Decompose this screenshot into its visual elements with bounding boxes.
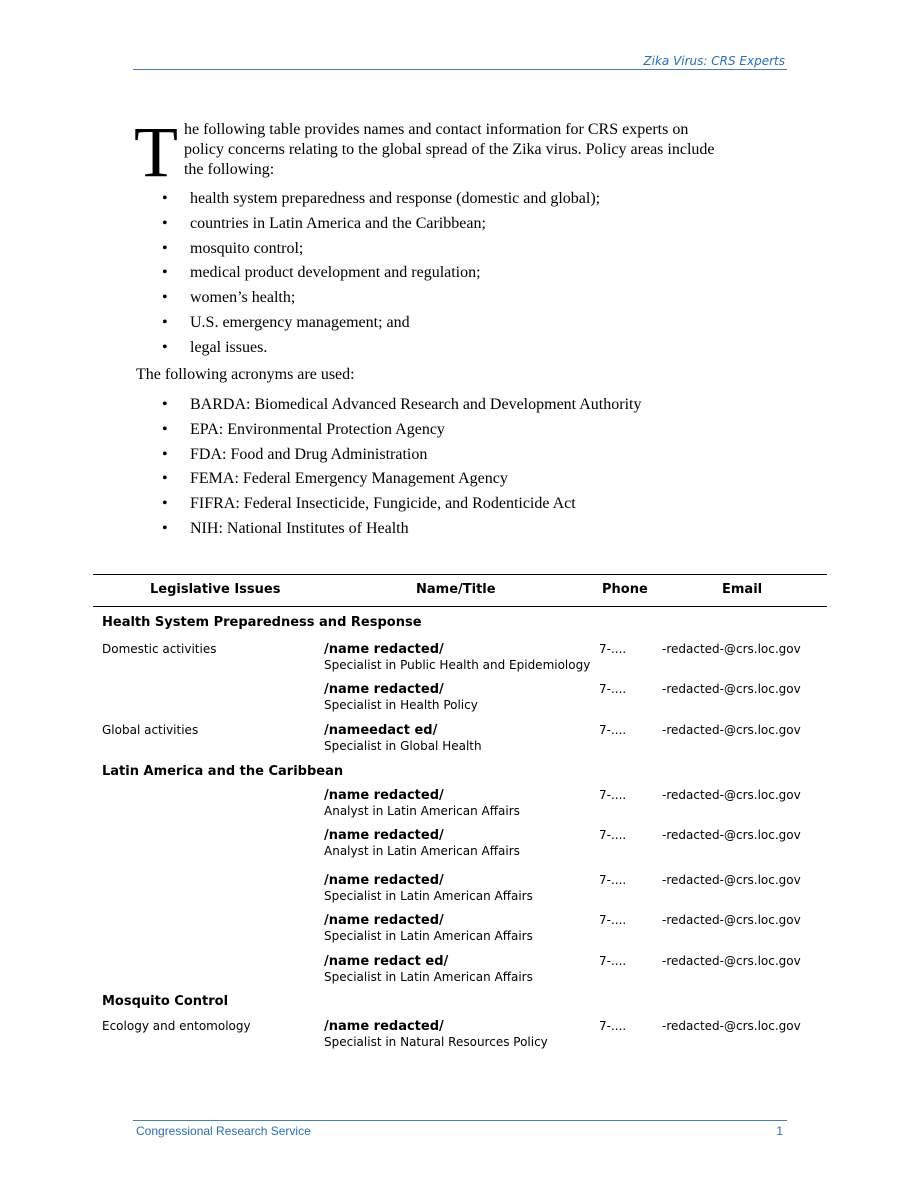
expert-name: /name redacted/ — [324, 642, 444, 657]
dropcap: T — [134, 112, 178, 192]
phone-cell: 7-.... — [599, 954, 627, 968]
header-title: Zika Virus: CRS Experts — [643, 54, 785, 68]
email-cell[interactable]: -redacted-@crs.loc.gov — [662, 1019, 801, 1033]
email-cell[interactable]: -redacted-@crs.loc.gov — [662, 828, 801, 842]
section-latam: Latin America and the Caribbean — [102, 764, 344, 779]
list-item: • medical product development and regulation; — [162, 264, 481, 282]
list-item: • EPA: Environmental Protection Agency — [162, 420, 445, 438]
phone-cell: 7-.... — [599, 788, 627, 802]
email-cell[interactable]: -redacted-@crs.loc.gov — [662, 682, 801, 696]
page-number: 1 — [776, 1124, 783, 1138]
table-header — [93, 574, 827, 607]
header-phone: Phone — [602, 582, 648, 597]
expert-title: Specialist in Latin American Affairs — [324, 970, 533, 984]
intro-text: he following table provides names and contact information for CRS experts on policy concerns relating to the global spread of the Zika virus. Policy areas include the following: — [183, 121, 715, 178]
list-item: • FEMA: Federal Emergency Management Agency — [162, 470, 508, 488]
phone-cell: 7-.... — [599, 873, 627, 887]
list-item: • legal issues. — [162, 338, 268, 356]
phone-cell: 7-.... — [599, 723, 627, 737]
header-email: Email — [722, 582, 763, 597]
expert-name: /name redacted/ — [324, 682, 444, 697]
expert-name: /name redacted/ — [324, 828, 444, 843]
header-issues: Legislative Issues — [150, 582, 281, 597]
list-item: • FIFRA: Federal Insecticide, Fungicide, and Rodenticide Act — [162, 495, 576, 513]
footer-org: Congressional Research Service — [136, 1124, 311, 1138]
issue-cell: Global activities — [102, 723, 199, 737]
expert-title: Specialist in Latin American Affairs — [324, 889, 533, 903]
expert-title: Analyst in Latin American Affairs — [324, 844, 520, 858]
section-health: Health System Preparedness and Response — [102, 615, 422, 630]
email-cell[interactable]: -redacted-@crs.loc.gov — [662, 788, 801, 802]
intro-paragraph — [134, 112, 716, 192]
policy-areas-list — [160, 189, 600, 363]
phone-cell: 7-.... — [599, 642, 627, 656]
expert-title: Specialist in Global Health — [324, 739, 482, 753]
phone-cell: 7-.... — [599, 682, 627, 696]
acronyms-intro: The following acronyms are used: — [136, 366, 355, 383]
page-footer — [133, 1120, 787, 1141]
expert-name: /name redacted/ — [324, 913, 444, 928]
list-item: • mosquito control; — [162, 239, 304, 257]
email-cell[interactable]: -redacted-@crs.loc.gov — [662, 873, 801, 887]
expert-title: Specialist in Health Policy — [324, 698, 478, 712]
expert-name: /name redacted/ — [324, 788, 444, 803]
list-item: • BARDA: Biomedical Advanced Research and Development Authority — [162, 396, 642, 413]
email-cell[interactable]: -redacted-@crs.loc.gov — [662, 642, 801, 656]
expert-name: /name redact ed/ — [324, 954, 449, 969]
phone-cell: 7-.... — [599, 828, 627, 842]
phone-cell: 7-.... — [599, 1019, 627, 1033]
expert-title: Specialist in Natural Resources Policy — [324, 1035, 548, 1049]
email-cell[interactable]: -redacted-@crs.loc.gov — [662, 913, 801, 927]
expert-name: /nameedact ed/ — [324, 723, 438, 738]
phone-cell: 7-.... — [599, 913, 627, 927]
list-item: • countries in Latin America and the Caribbean; — [162, 214, 486, 232]
expert-title: Specialist in Public Health and Epidemiology — [324, 658, 591, 672]
issue-cell: Ecology and entomology — [102, 1019, 251, 1033]
list-item: • NIH: National Institutes of Health — [162, 519, 409, 537]
issue-cell: Domestic activities — [102, 642, 217, 656]
list-item: • women’s health; — [162, 289, 296, 307]
list-item: • FDA: Food and Drug Administration — [162, 445, 428, 463]
list-item: • U.S. emergency management; and — [162, 313, 410, 331]
expert-title: Specialist in Latin American Affairs — [324, 929, 533, 943]
expert-name: /name redacted/ — [324, 873, 444, 888]
list-item: • health system preparedness and response (domestic and global); — [162, 190, 601, 207]
expert-name: /name redacted/ — [324, 1019, 444, 1034]
acronyms-list — [160, 395, 641, 544]
section-mosquito: Mosquito Control — [102, 994, 229, 1009]
header-name: Name/Title — [416, 582, 496, 597]
page-header — [133, 54, 787, 70]
email-cell[interactable]: -redacted-@crs.loc.gov — [662, 954, 801, 968]
expert-title: Analyst in Latin American Affairs — [324, 804, 520, 818]
email-cell[interactable]: -redacted-@crs.loc.gov — [662, 723, 801, 737]
experts-table — [93, 574, 827, 1049]
